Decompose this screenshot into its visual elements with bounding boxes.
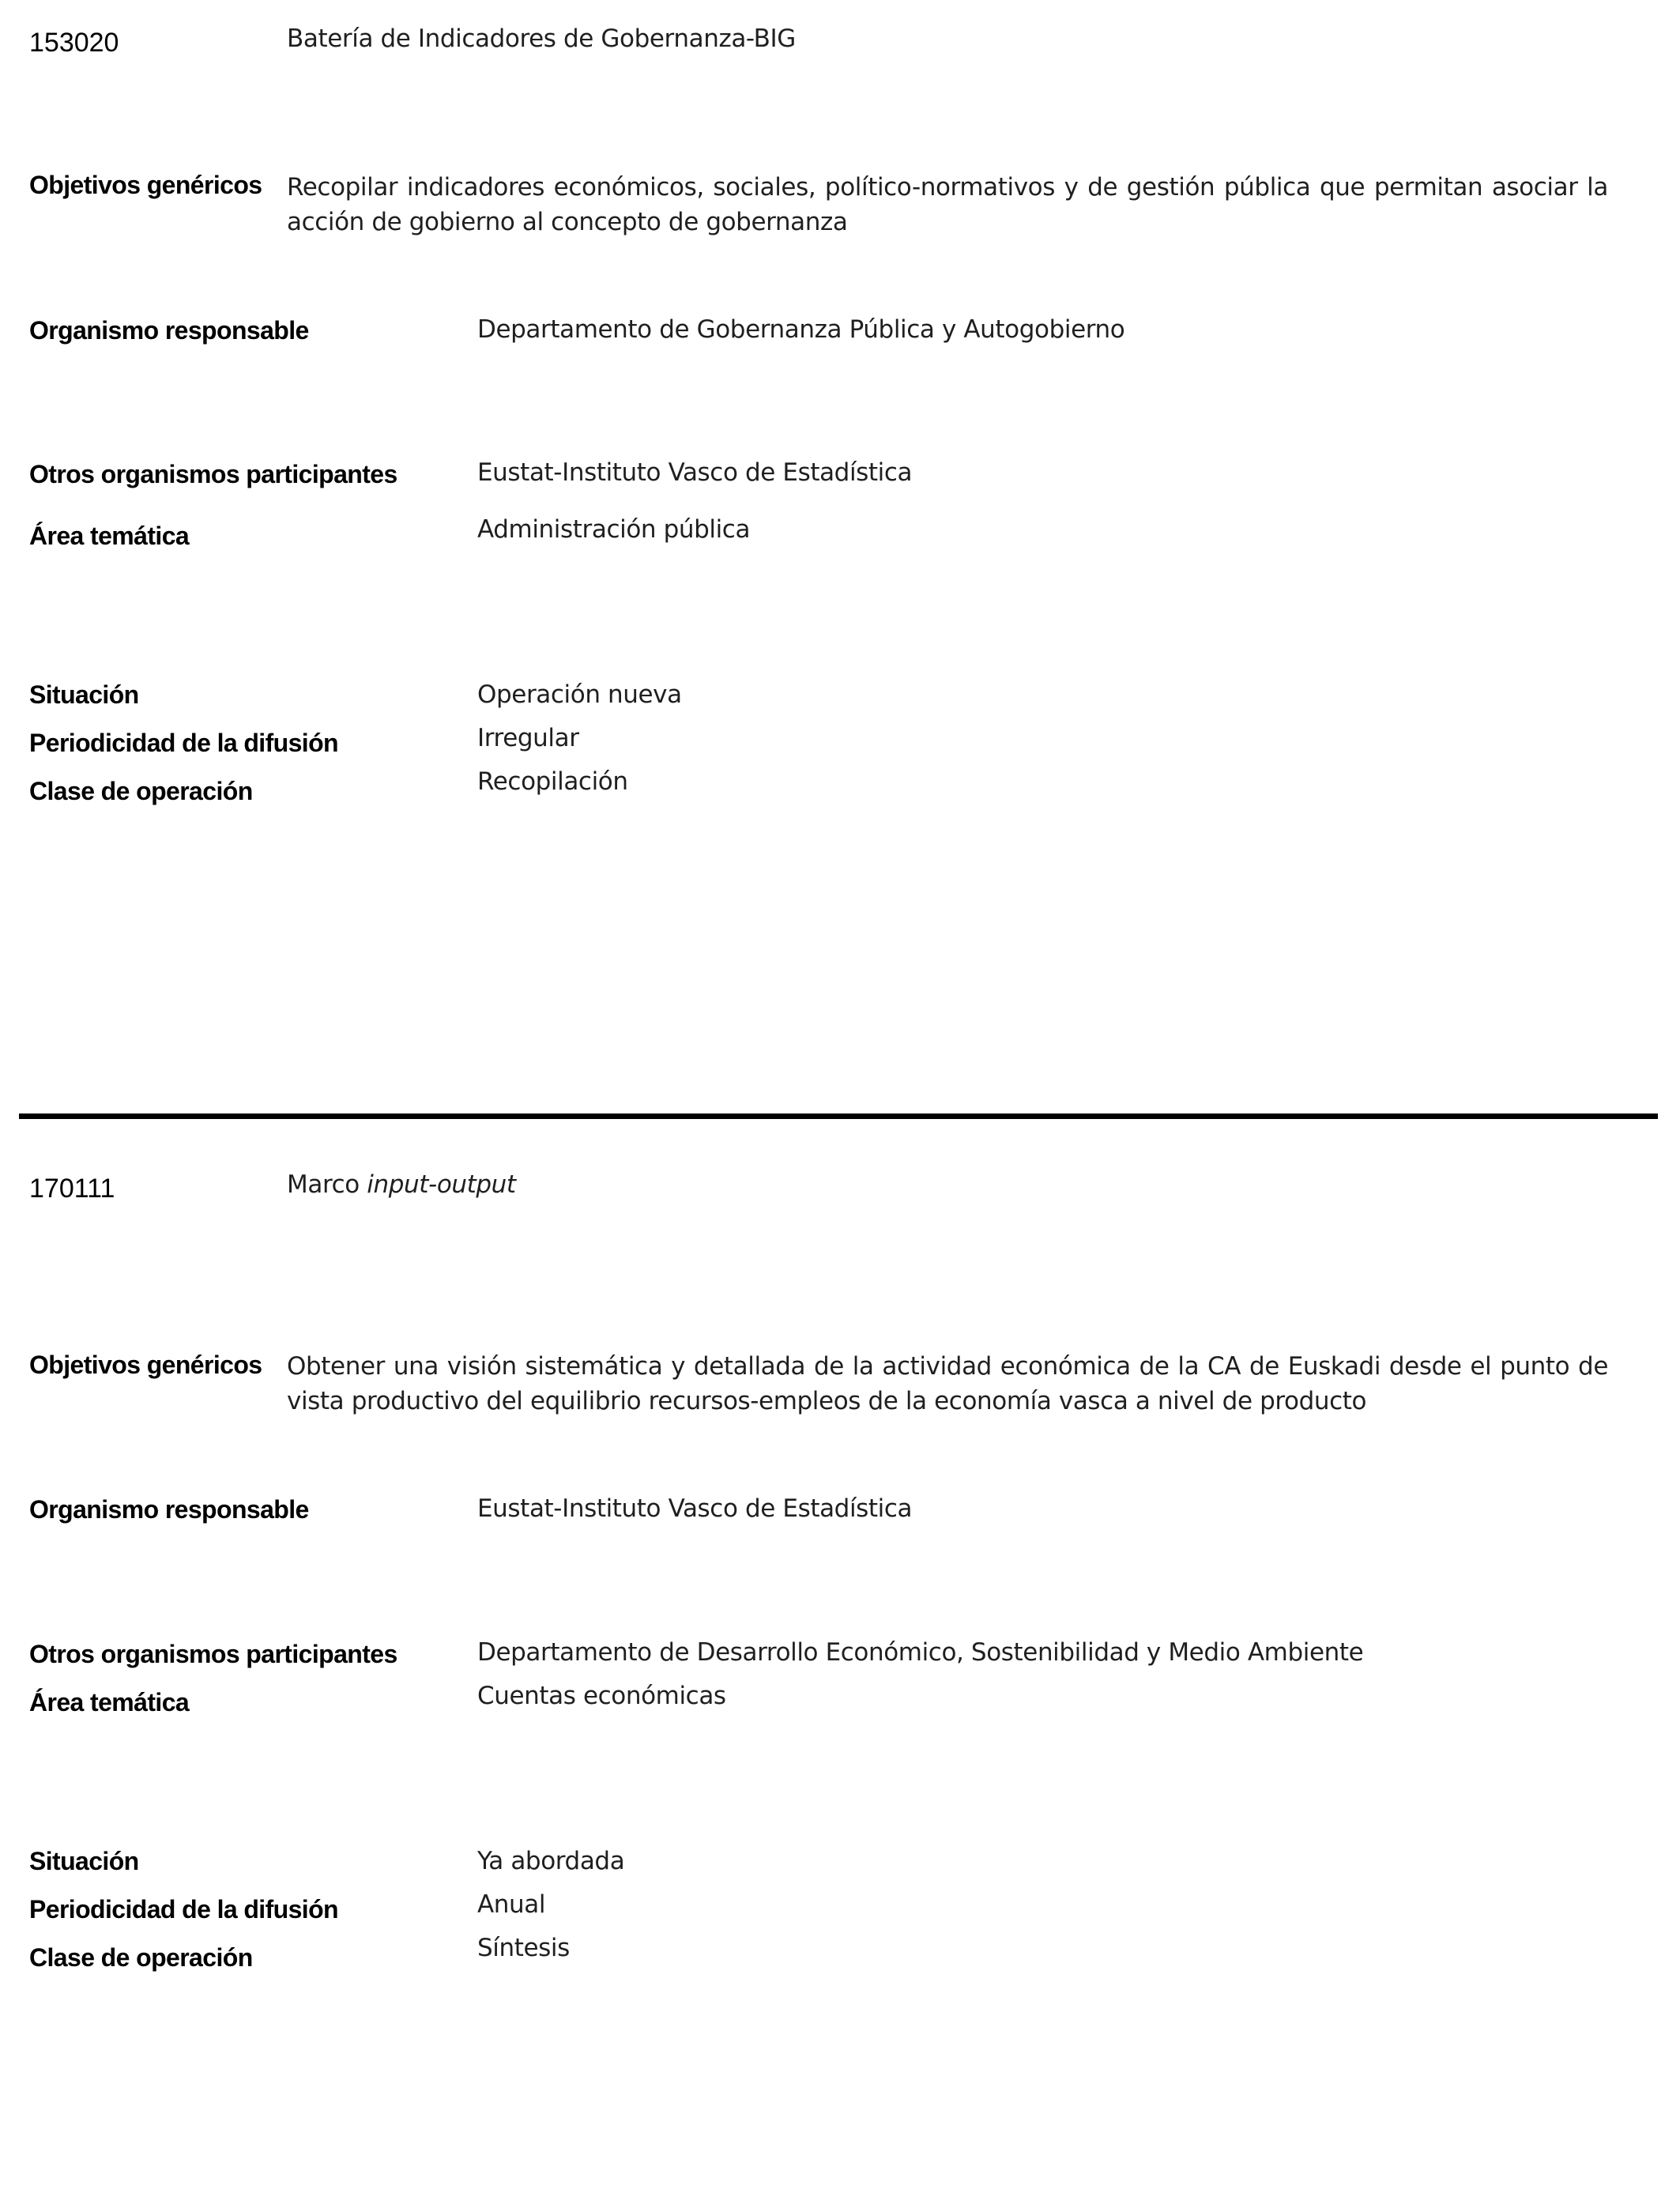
operation-title: Batería de Indicadores de Gobernanza-BIG: [287, 24, 796, 53]
objetivos-text: Obtener una visión sistemática y detallada de la actividad económica de la CA de Euskadi desde el punto de vista productivo del equilibrio recursos-empleos de la economía vasca a nivel de producto: [287, 1352, 1608, 1415]
operation-title-prefix: Marco: [287, 1170, 360, 1199]
organismo-value: Eustat-Instituto Vasco de Estadística: [477, 1494, 913, 1523]
otros-organismos-value: Departamento de Desarrollo Económico, Sostenibilidad y Medio Ambiente: [477, 1638, 1364, 1667]
periodicidad-value: Anual: [477, 1890, 546, 1919]
organismo-label: Organismo responsable: [29, 316, 309, 345]
periodicidad-label: Periodicidad de la difusión: [29, 729, 338, 757]
area-tematica-value: Cuentas económicas: [477, 1682, 726, 1710]
objetivos-text: Recopilar indicadores económicos, sociales, político-normativos y de gestión pública que permitan asociar la acción de gobierno al concepto de gobernanza: [287, 173, 1608, 236]
clase-operacion-value: Recopilación: [477, 767, 628, 796]
otros-organismos-label: Otros organismos participantes: [29, 460, 397, 488]
situacion-label: Situación: [29, 680, 139, 709]
record-divider: [19, 1113, 1658, 1119]
situacion-label: Situación: [29, 1847, 139, 1875]
operation-code: 153020: [29, 28, 119, 58]
organismo-value: Departamento de Gobernanza Pública y Autogobierno: [477, 315, 1125, 344]
otros-organismos-label: Otros organismos participantes: [29, 1640, 397, 1668]
area-tematica-value: Administración pública: [477, 515, 751, 544]
objetivos-label: Objetivos genéricos: [29, 1351, 262, 1379]
clase-operacion-label: Clase de operación: [29, 1943, 253, 1972]
area-tematica-label: Área temática: [29, 1688, 190, 1716]
objetivos-label: Objetivos genéricos: [29, 171, 262, 199]
situacion-value: Operación nueva: [477, 680, 682, 709]
periodicidad-label: Periodicidad de la difusión: [29, 1895, 338, 1924]
clase-operacion-label: Clase de operación: [29, 777, 253, 805]
otros-organismos-value: Eustat-Instituto Vasco de Estadística: [477, 458, 913, 487]
operation-title: [287, 1167, 516, 1202]
periodicidad-value: Irregular: [477, 724, 579, 752]
area-tematica-label: Área temática: [29, 522, 190, 550]
clase-operacion-value: Síntesis: [477, 1934, 570, 1962]
operation-code: 170111: [29, 1174, 115, 1204]
organismo-label: Organismo responsable: [29, 1495, 309, 1524]
situacion-value: Ya abordada: [477, 1847, 625, 1875]
operation-title-italic: input-output: [367, 1170, 516, 1199]
